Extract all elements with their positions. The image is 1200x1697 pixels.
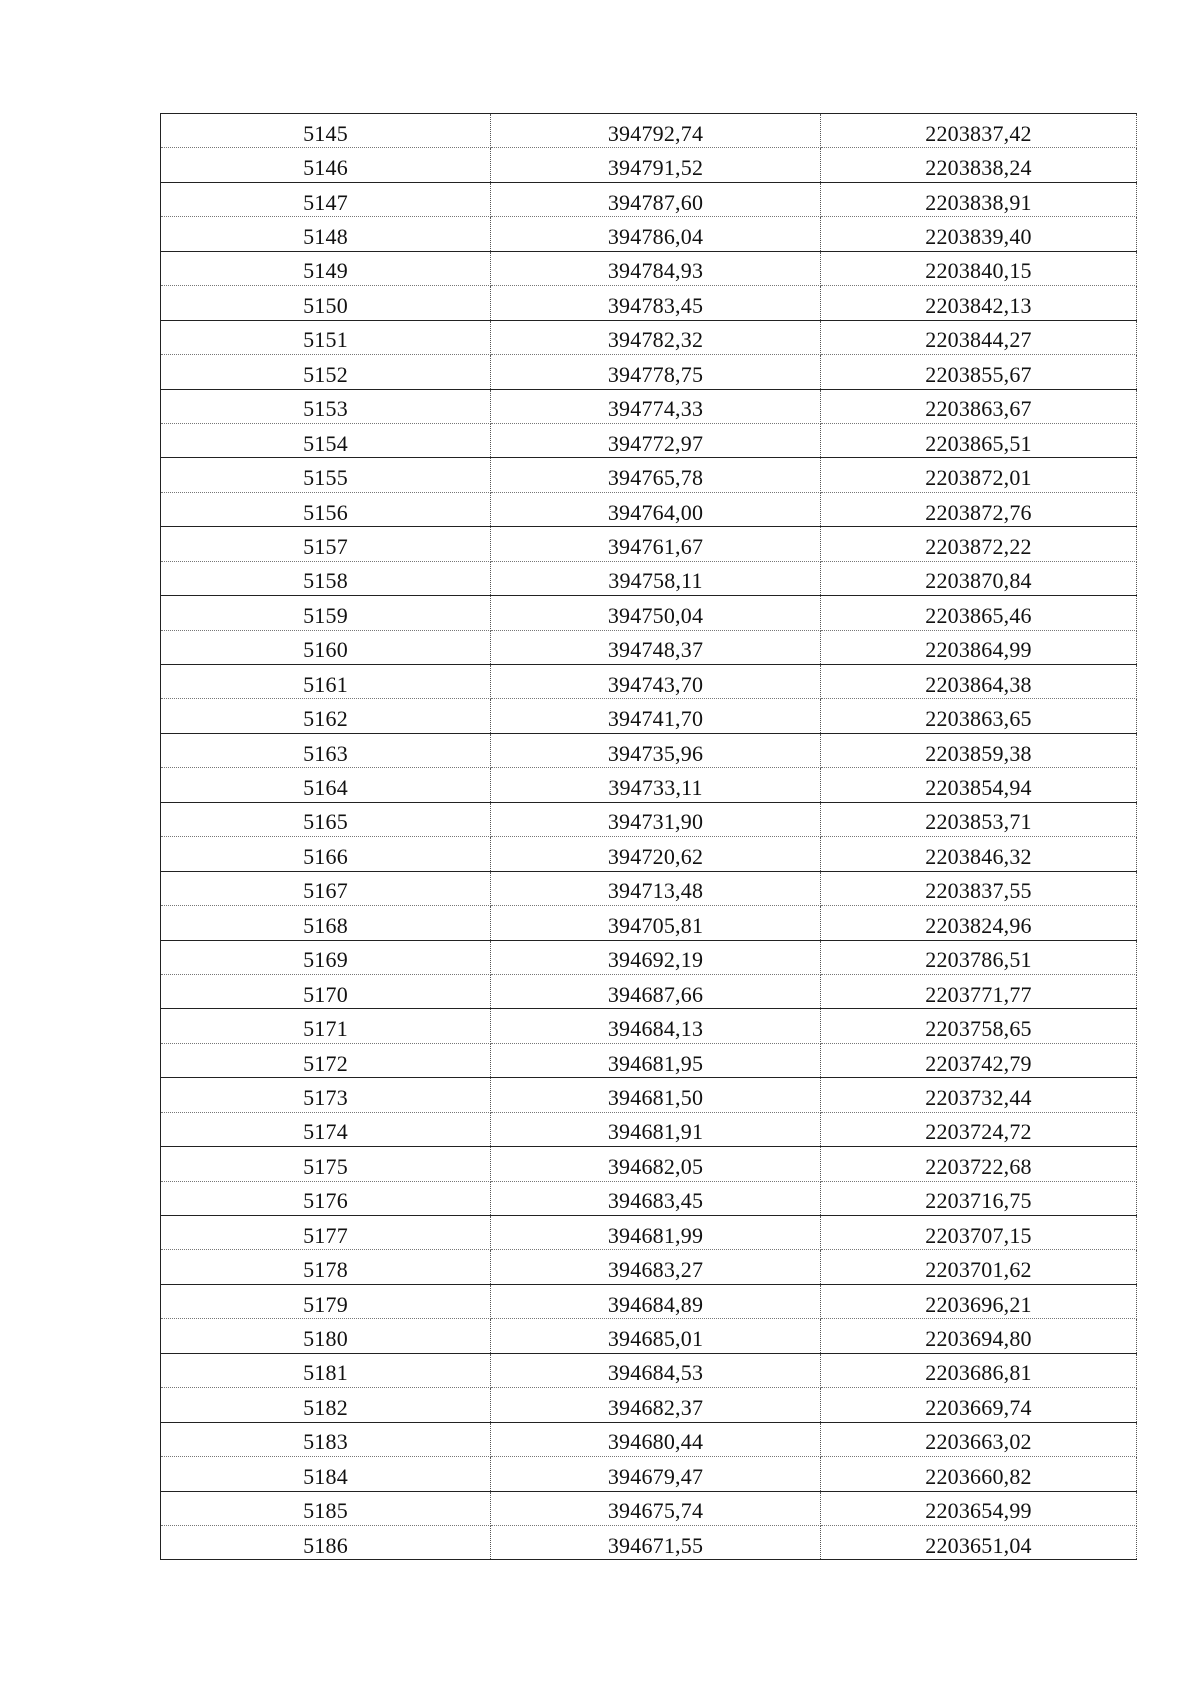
table-row	[161, 1181, 1137, 1215]
point-number-cell: 5150	[161, 286, 491, 320]
y-coordinate-cell: 2203870,84	[821, 561, 1137, 595]
y-coordinate-cell: 2203663,02	[821, 1422, 1137, 1456]
y-coordinate-cell: 2203701,62	[821, 1250, 1137, 1284]
y-coordinate-cell: 2203758,65	[821, 1009, 1137, 1043]
table-row	[161, 1216, 1137, 1250]
point-number-cell: 5176	[161, 1181, 491, 1215]
x-coordinate-cell: 394705,81	[491, 906, 821, 940]
x-coordinate-cell: 394720,62	[491, 837, 821, 871]
y-coordinate-cell: 2203686,81	[821, 1353, 1137, 1387]
y-coordinate-cell: 2203863,65	[821, 699, 1137, 733]
y-coordinate-cell: 2203771,77	[821, 974, 1137, 1008]
table-row	[161, 217, 1137, 251]
x-coordinate-cell: 394683,27	[491, 1250, 821, 1284]
x-coordinate-cell: 394685,01	[491, 1319, 821, 1353]
y-coordinate-cell: 2203716,75	[821, 1181, 1137, 1215]
table-row	[161, 1009, 1137, 1043]
x-coordinate-cell: 394786,04	[491, 217, 821, 251]
x-coordinate-cell: 394772,97	[491, 423, 821, 457]
point-number-cell: 5178	[161, 1250, 491, 1284]
x-coordinate-cell: 394675,74	[491, 1491, 821, 1525]
point-number-cell: 5149	[161, 251, 491, 285]
x-coordinate-cell: 394733,11	[491, 768, 821, 802]
table-row	[161, 1112, 1137, 1146]
y-coordinate-cell: 2203864,38	[821, 665, 1137, 699]
y-coordinate-cell: 2203842,13	[821, 286, 1137, 320]
table-row	[161, 1250, 1137, 1284]
y-coordinate-cell: 2203840,15	[821, 251, 1137, 285]
table-row	[161, 1457, 1137, 1491]
point-number-cell: 5181	[161, 1353, 491, 1387]
x-coordinate-cell: 394774,33	[491, 389, 821, 423]
x-coordinate-cell: 394748,37	[491, 630, 821, 664]
point-number-cell: 5148	[161, 217, 491, 251]
x-coordinate-cell: 394792,74	[491, 114, 821, 148]
point-number-cell: 5168	[161, 906, 491, 940]
x-coordinate-cell: 394782,32	[491, 320, 821, 354]
point-number-cell: 5172	[161, 1043, 491, 1077]
coordinates-table-body	[161, 114, 1137, 1560]
y-coordinate-cell: 2203694,80	[821, 1319, 1137, 1353]
y-coordinate-cell: 2203865,51	[821, 423, 1137, 457]
y-coordinate-cell: 2203722,68	[821, 1147, 1137, 1181]
point-number-cell: 5152	[161, 355, 491, 389]
point-number-cell: 5170	[161, 974, 491, 1008]
table-row	[161, 906, 1137, 940]
x-coordinate-cell: 394743,70	[491, 665, 821, 699]
y-coordinate-cell: 2203732,44	[821, 1078, 1137, 1112]
x-coordinate-cell: 394787,60	[491, 182, 821, 216]
point-number-cell: 5186	[161, 1525, 491, 1559]
y-coordinate-cell: 2203838,91	[821, 182, 1137, 216]
table-row	[161, 871, 1137, 905]
x-coordinate-cell: 394681,95	[491, 1043, 821, 1077]
y-coordinate-cell: 2203853,71	[821, 802, 1137, 836]
y-coordinate-cell: 2203859,38	[821, 733, 1137, 767]
x-coordinate-cell: 394682,05	[491, 1147, 821, 1181]
y-coordinate-cell: 2203742,79	[821, 1043, 1137, 1077]
table-row	[161, 182, 1137, 216]
table-row	[161, 423, 1137, 457]
table-row	[161, 389, 1137, 423]
table-row	[161, 1353, 1137, 1387]
point-number-cell: 5151	[161, 320, 491, 354]
y-coordinate-cell: 2203838,24	[821, 148, 1137, 182]
y-coordinate-cell: 2203872,22	[821, 527, 1137, 561]
table-row	[161, 148, 1137, 182]
x-coordinate-cell: 394731,90	[491, 802, 821, 836]
table-row	[161, 733, 1137, 767]
table-row	[161, 837, 1137, 871]
table-row	[161, 630, 1137, 664]
point-number-cell: 5177	[161, 1216, 491, 1250]
point-number-cell: 5183	[161, 1422, 491, 1456]
y-coordinate-cell: 2203839,40	[821, 217, 1137, 251]
table-row	[161, 492, 1137, 526]
point-number-cell: 5180	[161, 1319, 491, 1353]
table-row	[161, 527, 1137, 561]
y-coordinate-cell: 2203863,67	[821, 389, 1137, 423]
table-row	[161, 1043, 1137, 1077]
y-coordinate-cell: 2203837,42	[821, 114, 1137, 148]
y-coordinate-cell: 2203864,99	[821, 630, 1137, 664]
table-row	[161, 251, 1137, 285]
x-coordinate-cell: 394764,00	[491, 492, 821, 526]
point-number-cell: 5160	[161, 630, 491, 664]
point-number-cell: 5174	[161, 1112, 491, 1146]
point-number-cell: 5158	[161, 561, 491, 595]
table-row	[161, 458, 1137, 492]
y-coordinate-cell: 2203786,51	[821, 940, 1137, 974]
x-coordinate-cell: 394741,70	[491, 699, 821, 733]
y-coordinate-cell: 2203846,32	[821, 837, 1137, 871]
table-row	[161, 1525, 1137, 1559]
x-coordinate-cell: 394765,78	[491, 458, 821, 492]
point-number-cell: 5145	[161, 114, 491, 148]
point-number-cell: 5185	[161, 1491, 491, 1525]
table-row	[161, 1388, 1137, 1422]
x-coordinate-cell: 394681,99	[491, 1216, 821, 1250]
point-number-cell: 5179	[161, 1284, 491, 1318]
x-coordinate-cell: 394783,45	[491, 286, 821, 320]
x-coordinate-cell: 394680,44	[491, 1422, 821, 1456]
point-number-cell: 5169	[161, 940, 491, 974]
point-number-cell: 5146	[161, 148, 491, 182]
point-number-cell: 5167	[161, 871, 491, 905]
x-coordinate-cell: 394713,48	[491, 871, 821, 905]
table-row	[161, 940, 1137, 974]
table-row	[161, 355, 1137, 389]
x-coordinate-cell: 394758,11	[491, 561, 821, 595]
table-row	[161, 1319, 1137, 1353]
point-number-cell: 5161	[161, 665, 491, 699]
point-number-cell: 5154	[161, 423, 491, 457]
x-coordinate-cell: 394778,75	[491, 355, 821, 389]
table-row	[161, 1147, 1137, 1181]
table-row	[161, 561, 1137, 595]
table-row	[161, 320, 1137, 354]
point-number-cell: 5171	[161, 1009, 491, 1043]
y-coordinate-cell: 2203824,96	[821, 906, 1137, 940]
x-coordinate-cell: 394681,91	[491, 1112, 821, 1146]
x-coordinate-cell: 394681,50	[491, 1078, 821, 1112]
point-number-cell: 5166	[161, 837, 491, 871]
table-row	[161, 665, 1137, 699]
y-coordinate-cell: 2203872,76	[821, 492, 1137, 526]
point-number-cell: 5182	[161, 1388, 491, 1422]
y-coordinate-cell: 2203724,72	[821, 1112, 1137, 1146]
table-row	[161, 1491, 1137, 1525]
y-coordinate-cell: 2203872,01	[821, 458, 1137, 492]
point-number-cell: 5159	[161, 596, 491, 630]
x-coordinate-cell: 394761,67	[491, 527, 821, 561]
table-row	[161, 286, 1137, 320]
y-coordinate-cell: 2203669,74	[821, 1388, 1137, 1422]
x-coordinate-cell: 394679,47	[491, 1457, 821, 1491]
table-row	[161, 1284, 1137, 1318]
y-coordinate-cell: 2203660,82	[821, 1457, 1137, 1491]
point-number-cell: 5173	[161, 1078, 491, 1112]
point-number-cell: 5165	[161, 802, 491, 836]
x-coordinate-cell: 394735,96	[491, 733, 821, 767]
table-row	[161, 699, 1137, 733]
point-number-cell: 5164	[161, 768, 491, 802]
point-number-cell: 5163	[161, 733, 491, 767]
table-row	[161, 768, 1137, 802]
y-coordinate-cell: 2203651,04	[821, 1525, 1137, 1559]
table-row	[161, 114, 1137, 148]
point-number-cell: 5155	[161, 458, 491, 492]
x-coordinate-cell: 394750,04	[491, 596, 821, 630]
y-coordinate-cell: 2203855,67	[821, 355, 1137, 389]
y-coordinate-cell: 2203844,27	[821, 320, 1137, 354]
x-coordinate-cell: 394683,45	[491, 1181, 821, 1215]
x-coordinate-cell: 394784,93	[491, 251, 821, 285]
x-coordinate-cell: 394684,89	[491, 1284, 821, 1318]
point-number-cell: 5157	[161, 527, 491, 561]
x-coordinate-cell: 394684,13	[491, 1009, 821, 1043]
point-number-cell: 5175	[161, 1147, 491, 1181]
x-coordinate-cell: 394684,53	[491, 1353, 821, 1387]
x-coordinate-cell: 394692,19	[491, 940, 821, 974]
x-coordinate-cell: 394687,66	[491, 974, 821, 1008]
y-coordinate-cell: 2203707,15	[821, 1216, 1137, 1250]
x-coordinate-cell: 394791,52	[491, 148, 821, 182]
table-row	[161, 802, 1137, 836]
y-coordinate-cell: 2203654,99	[821, 1491, 1137, 1525]
x-coordinate-cell: 394671,55	[491, 1525, 821, 1559]
point-number-cell: 5184	[161, 1457, 491, 1491]
point-number-cell: 5153	[161, 389, 491, 423]
y-coordinate-cell: 2203865,46	[821, 596, 1137, 630]
table-row	[161, 974, 1137, 1008]
point-number-cell: 5162	[161, 699, 491, 733]
x-coordinate-cell: 394682,37	[491, 1388, 821, 1422]
y-coordinate-cell: 2203837,55	[821, 871, 1137, 905]
coordinates-table	[160, 113, 1137, 1560]
y-coordinate-cell: 2203696,21	[821, 1284, 1137, 1318]
point-number-cell: 5147	[161, 182, 491, 216]
table-row	[161, 1078, 1137, 1112]
point-number-cell: 5156	[161, 492, 491, 526]
y-coordinate-cell: 2203854,94	[821, 768, 1137, 802]
table-row	[161, 1422, 1137, 1456]
table-row	[161, 596, 1137, 630]
